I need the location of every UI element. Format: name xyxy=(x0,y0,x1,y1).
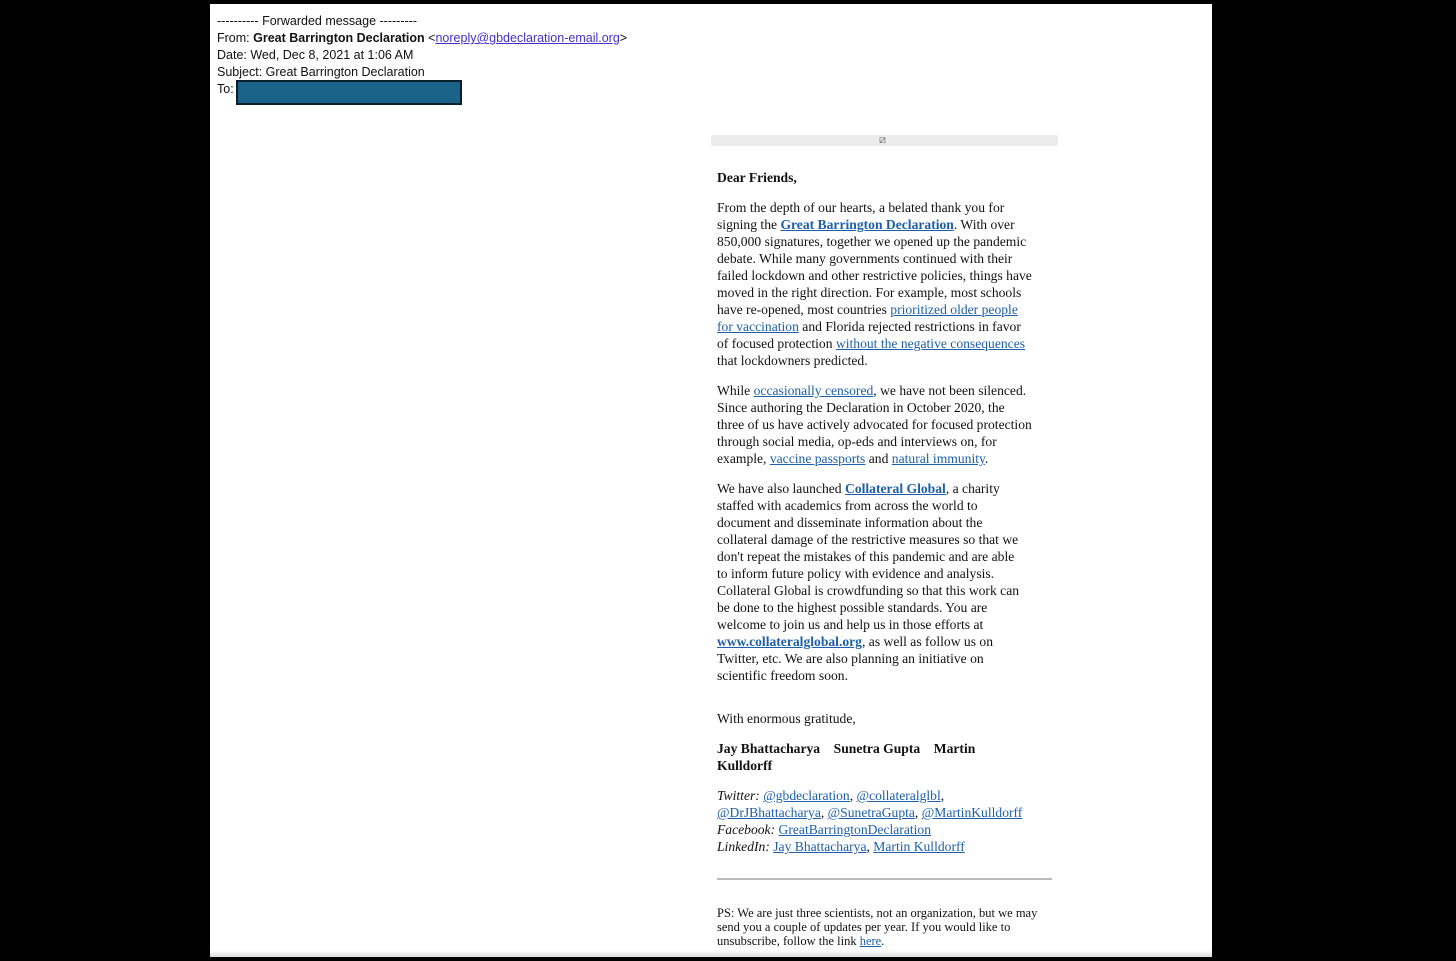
inline-link[interactable]: Collateral Global xyxy=(845,481,946,496)
to-label: To: xyxy=(217,82,234,96)
from-line: From: Great Barrington Declaration <noreply@gbdeclaration-email.org> xyxy=(217,31,628,45)
inline-link[interactable]: natural immunity xyxy=(891,451,985,466)
text-segment: We have also launched xyxy=(717,481,845,496)
closing: With enormous gratitude, xyxy=(717,711,856,726)
email-body xyxy=(717,169,1062,868)
inline-link[interactable]: GreatBarringtonDeclaration xyxy=(778,822,932,837)
label-text: Facebook: xyxy=(717,822,776,837)
inline-link[interactable]: prioritized older people for vaccination xyxy=(717,302,1018,334)
body-paragraph xyxy=(717,480,1062,684)
body-paragraph xyxy=(717,382,1062,467)
label-text: LinkedIn: xyxy=(717,839,770,854)
text-segment: , a charity staffed with academics from across the world to document and disseminate information about the collateral damage of the restrictive measures so that we don't repeat the mistakes of this pandemic and are able to inform future policy with evidence and analysis. Collateral Global is crowdfunding so that this work can be done to the highest possible standards. You are welcome to join us and help us in those efforts at xyxy=(717,481,1020,632)
text-segment: . xyxy=(984,451,989,466)
body-paragraph xyxy=(717,199,1062,369)
forwarded-line: ---------- Forwarded message --------- xyxy=(217,14,417,28)
subject-line: Subject: Great Barrington Declaration xyxy=(217,65,425,79)
redacted-recipient xyxy=(236,80,462,105)
text-segment: and xyxy=(865,451,892,466)
text-segment: , xyxy=(820,805,828,820)
text-segment: that lockdowners predicted. xyxy=(717,353,868,368)
broken-image-icon: ⧄ xyxy=(879,133,886,146)
from-email-link[interactable]: noreply@gbdeclaration-email.org xyxy=(435,31,620,45)
text-segment: , xyxy=(849,788,857,803)
divider xyxy=(717,878,1052,880)
to-line xyxy=(217,81,627,105)
from-label: From: xyxy=(217,31,254,45)
email-page xyxy=(210,4,1212,957)
social-links xyxy=(717,787,1062,855)
window-bottom-edge xyxy=(210,950,1212,957)
inline-link[interactable]: @gbdeclaration xyxy=(763,788,850,803)
text-segment: , as well as follow us on Twitter, etc. We are also planning an initiative on scientific freedom soon. xyxy=(717,634,993,683)
text-segment: PS: We are just three scientists, not an organization, but we may send you a couple of updates per year. If you would like to unsubscribe, follow the link xyxy=(717,906,1038,948)
date-line: Date: Wed, Dec 8, 2021 at 1:06 AM xyxy=(217,48,414,62)
ps-note xyxy=(717,906,1062,948)
label-text: Twitter: xyxy=(717,788,760,803)
text-segment: , xyxy=(940,788,945,803)
inline-link[interactable]: Great Barrington Declaration xyxy=(780,217,954,232)
inline-link[interactable]: Martin Kulldorff xyxy=(873,839,965,854)
text-segment: From the depth of our hearts, a belated thank you for signing the xyxy=(717,200,1005,232)
inline-link[interactable]: here xyxy=(859,934,882,948)
inline-link[interactable]: @collateralglbl xyxy=(856,788,941,803)
forwarded-header xyxy=(217,13,627,105)
text-segment: . xyxy=(881,934,885,948)
text-segment: , xyxy=(914,805,922,820)
inline-link[interactable]: @DrJBhattacharya xyxy=(717,805,821,820)
text-segment: . With over 850,000 signatures, together we opened up the pandemic debate. While many governments continued with their failed lockdown and other restrictive policies, things have moved in the right direction. For example, most schools have re-opened, most countries xyxy=(717,217,1032,317)
inline-link[interactable]: without the negative consequences xyxy=(835,336,1026,351)
broken-image-placeholder xyxy=(711,135,1058,146)
greeting: Dear Friends, xyxy=(717,170,797,185)
text-segment: and Florida rejected restrictions in favor of focused protection xyxy=(717,319,1021,351)
text-segment: , xyxy=(866,839,874,854)
inline-link[interactable]: vaccine passports xyxy=(769,451,866,466)
inline-link[interactable]: @MartinKulldorff xyxy=(921,805,1023,820)
from-name: Great Barrington Declaration xyxy=(253,31,425,45)
text-segment: , we have not been silenced. Since authoring the Declaration in October 2020, the three of us have actively advocated for focused protection through social media, op-eds and interviews on, for example, xyxy=(717,383,1032,466)
inline-link[interactable]: Jay Bhattacharya xyxy=(773,839,867,854)
text-segment: While xyxy=(717,383,754,398)
inline-link[interactable]: @SunetraGupta xyxy=(827,805,915,820)
signatures: Jay Bhattacharya Sunetra Gupta Martin Kulldorff xyxy=(717,741,976,773)
inline-link[interactable]: www.collateralglobal.org xyxy=(717,634,862,649)
inline-link[interactable]: occasionally censored xyxy=(753,383,874,398)
